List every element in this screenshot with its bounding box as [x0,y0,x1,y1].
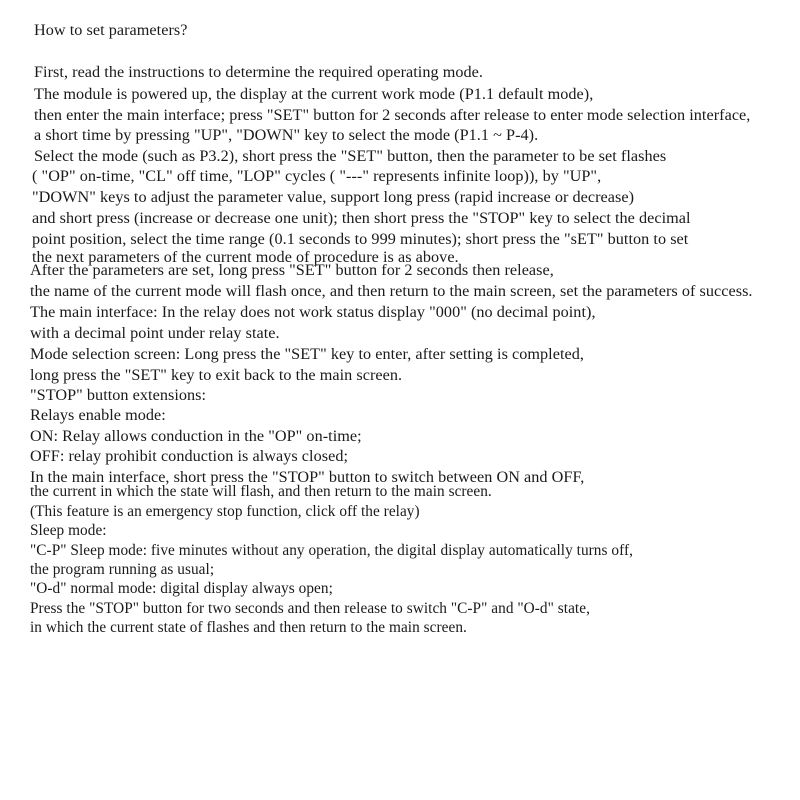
text-line: the name of the current mode will flash once, and then return to the main screen, set the parameters of success. [30,282,753,300]
text-line: "O-d" normal mode: digital display always open; [30,580,333,597]
text-line: (This feature is an emergency stop function, click off the relay) [30,503,420,520]
text-line: long press the "SET" key to exit back to the main screen. [30,366,403,384]
text-line: Select the mode (such as P3.2), short press the "SET" button, then the parameter to be set flashes [34,147,667,165]
text-line: OFF: relay prohibit conduction is always closed; [30,447,349,465]
text-line: "DOWN" keys to adjust the parameter value, support long press (rapid increase or decrease) [32,188,635,206]
text-line: the next parameters of the current mode of procedure is as above. [32,248,459,266]
text-line: in which the current state of flashes and then return to the main screen. [30,619,467,636]
text-line: The main interface: In the relay does not work status display "000" (no decimal point), [30,303,596,321]
text-line: a short time by pressing "UP", "DOWN" key to select the mode (P1.1 ~ P-4). [34,126,539,144]
text-line: ON: Relay allows conduction in the "OP" on-time; [30,427,362,445]
document-title: How to set parameters? [34,21,188,39]
text-line: After the parameters are set, long press "SET" button for 2 seconds then release, [30,261,554,279]
text-line: "C-P" Sleep mode: five minutes without any operation, the digital display automatically turns off, [30,542,633,559]
text-line: "STOP" button extensions: [30,386,207,404]
text-line: Sleep mode: [30,522,107,539]
text-line: and short press (increase or decrease one unit); then short press the "STOP" key to select the decimal [32,209,691,227]
text-line: ( "OP" on-time, "CL" off time, "LOP" cycles ( "---" represents infinite loop)), by "UP", [32,167,602,185]
text-line: the program running as usual; [30,561,215,578]
text-line: Relays enable mode: [30,406,166,424]
text-line: Mode selection screen: Long press the "SET" key to enter, after setting is completed, [30,345,584,363]
text-line: The module is powered up, the display at the current work mode (P1.1 default mode), [34,85,594,103]
text-line: point position, select the time range (0.1 seconds to 999 minutes); short press the "sET" button to set [32,230,689,248]
text-line: then enter the main interface; press "SET" button for 2 seconds after release to enter mode selection interface, [34,106,751,124]
text-line: the current in which the state will flash, and then return to the main screen. [30,483,492,500]
text-line: with a decimal point under relay state. [30,324,280,342]
text-line: First, read the instructions to determine the required operating mode. [34,63,483,81]
text-line: Press the "STOP" button for two seconds and then release to switch "C-P" and "O-d" state, [30,600,590,617]
text-line: In the main interface, short press the "STOP" button to switch between ON and OFF, [30,468,585,486]
